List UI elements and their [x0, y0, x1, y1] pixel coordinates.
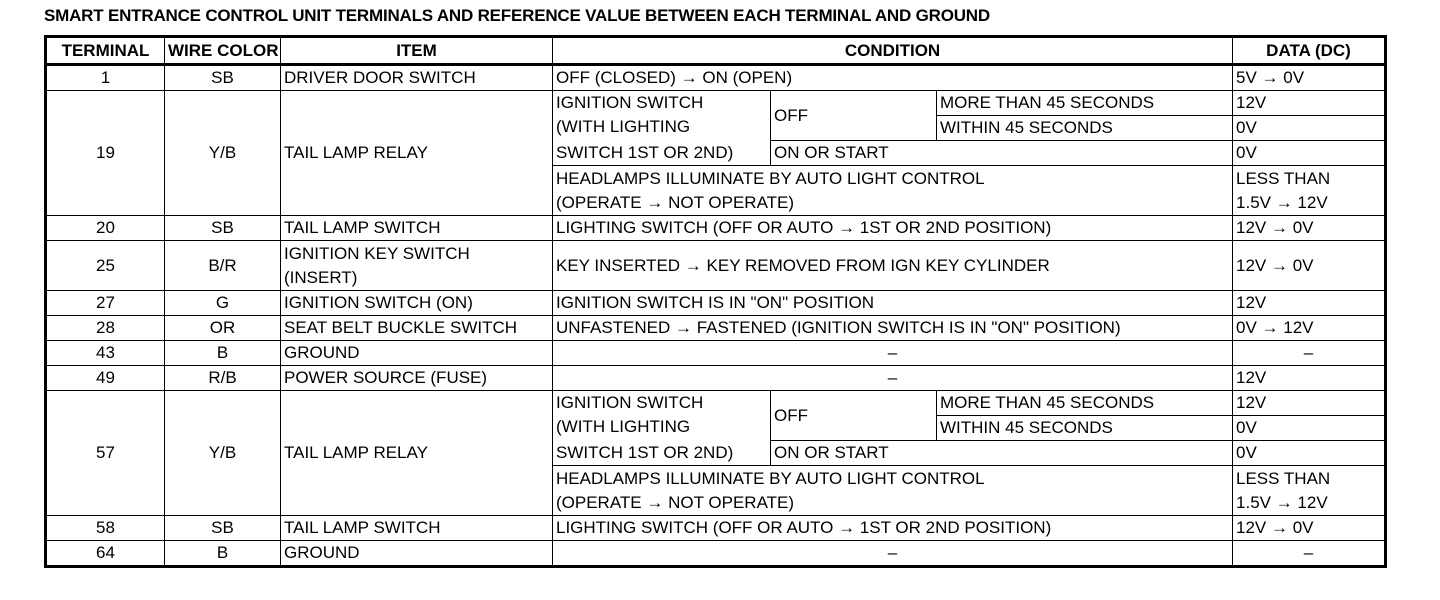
data-cell: 0V — [1233, 416, 1386, 441]
auto-light-condition — [553, 166, 1233, 216]
data-cell: – — [1233, 541, 1386, 567]
data-cell: – — [1233, 341, 1386, 366]
data-cell: 5V → 0V — [1233, 65, 1386, 91]
condition-cell: OFF (CLOSED) → ON (OPEN) — [553, 65, 1233, 91]
wire-color-cell: Y/B — [165, 91, 281, 216]
wire-color-cell: Y/B — [165, 391, 281, 516]
ign-label-line: (WITH LIGHTING — [556, 117, 691, 136]
terminal-cell: 25 — [46, 241, 165, 291]
data-cell: 12V — [1233, 366, 1386, 391]
item-cell: TAIL LAMP SWITCH — [281, 216, 553, 241]
data-cell: 12V → 0V — [1233, 241, 1386, 291]
table-row — [46, 291, 1386, 316]
condition-cell: – — [553, 341, 1233, 366]
data-cell: 0V — [1233, 141, 1386, 166]
ign-label-line: SWITCH 1ST OR 2ND) — [553, 141, 771, 166]
data-cell: 0V — [1233, 116, 1386, 141]
wire-color-cell: B/R — [165, 241, 281, 291]
condition-cell: LIGHTING SWITCH (OFF OR AUTO → 1ST OR 2ND POSITION) — [553, 516, 1233, 541]
table-row — [46, 541, 1386, 567]
header-item: ITEM — [281, 37, 553, 65]
data-cell: 0V — [1233, 441, 1386, 466]
header-wire-color: WIRE COLOR — [165, 37, 281, 65]
data-line: LESS THAN — [1236, 468, 1331, 488]
item-line: IGNITION KEY SWITCH — [284, 243, 470, 263]
terminal-cell: 20 — [46, 216, 165, 241]
item-cell: POWER SOURCE (FUSE) — [281, 366, 553, 391]
wire-color-cell: SB — [165, 216, 281, 241]
header-condition: CONDITION — [553, 37, 1233, 65]
wire-color-cell: B — [165, 541, 281, 567]
condition-cell: IGNITION SWITCH IS IN "ON" POSITION — [553, 291, 1233, 316]
item-cell: TAIL LAMP SWITCH — [281, 516, 553, 541]
wire-color-cell: B — [165, 341, 281, 366]
table-row — [46, 241, 1386, 291]
ign-label-line: IGNITION SWITCH — [556, 393, 704, 412]
item-cell: GROUND — [281, 541, 553, 567]
data-cell: 12V — [1233, 291, 1386, 316]
data-cell: 0V → 12V — [1233, 316, 1386, 341]
item-cell — [281, 241, 553, 291]
item-line: (INSERT) — [284, 267, 358, 287]
table-row — [46, 316, 1386, 341]
more-45-cell: MORE THAN 45 SECONDS — [937, 391, 1233, 416]
more-45-cell: MORE THAN 45 SECONDS — [937, 91, 1233, 116]
wire-color-cell: SB — [165, 516, 281, 541]
condition-cell: – — [553, 366, 1233, 391]
off-cell: OFF — [771, 91, 937, 141]
data-line: 1.5V → 12V — [1236, 192, 1328, 212]
header-terminal: TERMINAL — [46, 37, 165, 65]
within-45-cell: WITHIN 45 SECONDS — [937, 416, 1233, 441]
table-row — [46, 216, 1386, 241]
data-line: LESS THAN — [1236, 168, 1331, 188]
terminal-cell: 64 — [46, 541, 165, 567]
auto-line: (OPERATE → NOT OPERATE) — [556, 192, 795, 212]
data-cell: 12V — [1233, 91, 1386, 116]
wire-color-cell: SB — [165, 65, 281, 91]
table-row — [46, 65, 1386, 91]
ignition-switch-label — [553, 91, 771, 141]
on-start-cell: ON OR START — [771, 441, 1233, 466]
terminal-cell: 1 — [46, 65, 165, 91]
table-row — [46, 516, 1386, 541]
data-line: 1.5V → 12V — [1236, 492, 1328, 512]
data-cell — [1233, 166, 1386, 216]
terminal-cell: 58 — [46, 516, 165, 541]
condition-cell: UNFASTENED → FASTENED (IGNITION SWITCH IS IN "ON" POSITION) — [553, 316, 1233, 341]
item-cell: DRIVER DOOR SWITCH — [281, 65, 553, 91]
item-cell: TAIL LAMP RELAY — [281, 91, 553, 216]
auto-line: (OPERATE → NOT OPERATE) — [556, 492, 795, 512]
terminal-cell: 43 — [46, 341, 165, 366]
wire-color-cell: R/B — [165, 366, 281, 391]
header-row — [46, 37, 1386, 65]
terminal-cell: 27 — [46, 291, 165, 316]
ign-label-line: IGNITION SWITCH — [556, 93, 704, 112]
wire-color-cell: OR — [165, 316, 281, 341]
item-cell: SEAT BELT BUCKLE SWITCH — [281, 316, 553, 341]
ignition-switch-label — [553, 391, 771, 441]
table-row — [46, 341, 1386, 366]
terminal-cell: 28 — [46, 316, 165, 341]
off-cell: OFF — [771, 391, 937, 441]
auto-light-condition — [553, 466, 1233, 516]
on-start-cell: ON OR START — [771, 141, 1233, 166]
table-row — [46, 391, 1386, 416]
terminal-cell: 49 — [46, 366, 165, 391]
condition-cell: LIGHTING SWITCH (OFF OR AUTO → 1ST OR 2ND POSITION) — [553, 216, 1233, 241]
condition-cell: – — [553, 541, 1233, 567]
table-row — [46, 366, 1386, 391]
table-row — [46, 91, 1386, 116]
ign-label-line: SWITCH 1ST OR 2ND) — [553, 441, 771, 466]
auto-line: HEADLAMPS ILLUMINATE BY AUTO LIGHT CONTROL — [556, 168, 985, 188]
item-cell: TAIL LAMP RELAY — [281, 391, 553, 516]
wire-color-cell: G — [165, 291, 281, 316]
header-data: DATA (DC) — [1233, 37, 1386, 65]
within-45-cell: WITHIN 45 SECONDS — [937, 116, 1233, 141]
data-cell: 12V → 0V — [1233, 516, 1386, 541]
terminal-cell: 57 — [46, 391, 165, 516]
document-title: SMART ENTRANCE CONTROL UNIT TERMINALS AND REFERENCE VALUE BETWEEN EACH TERMINAL AND GROUND — [44, 6, 990, 25]
terminal-cell: 19 — [46, 91, 165, 216]
data-cell — [1233, 466, 1386, 516]
ign-label-line: (WITH LIGHTING — [556, 417, 691, 436]
item-cell: GROUND — [281, 341, 553, 366]
auto-line: HEADLAMPS ILLUMINATE BY AUTO LIGHT CONTROL — [556, 468, 985, 488]
item-cell: IGNITION SWITCH (ON) — [281, 291, 553, 316]
terminal-table — [44, 35, 1387, 568]
data-cell: 12V — [1233, 391, 1386, 416]
data-cell: 12V → 0V — [1233, 216, 1386, 241]
condition-cell: KEY INSERTED → KEY REMOVED FROM IGN KEY CYLINDER — [553, 241, 1233, 291]
